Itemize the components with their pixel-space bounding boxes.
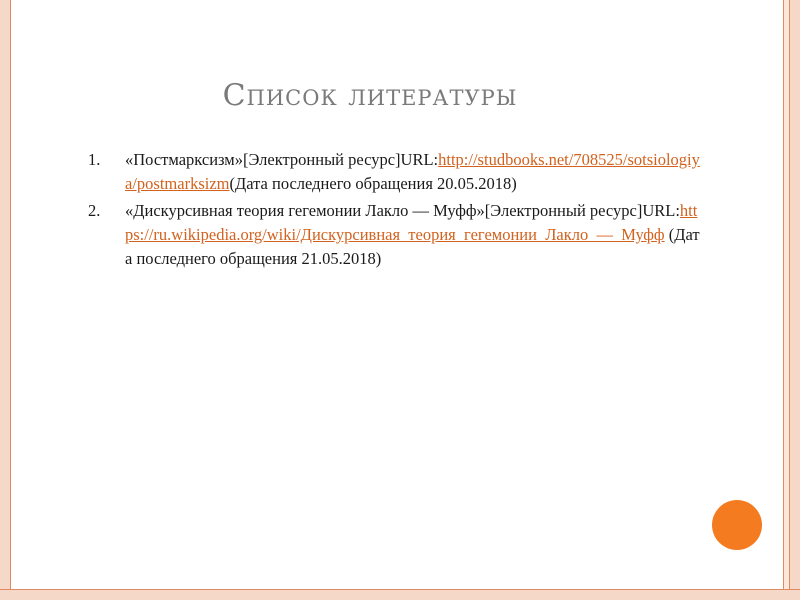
reference-access-date: (Дата последнего обращения 20.05.2018) bbox=[229, 174, 517, 193]
frame-right-line-inner bbox=[783, 0, 784, 600]
frame-right-line-outer bbox=[789, 0, 790, 600]
slide-title: Список литературы bbox=[222, 78, 518, 113]
reference-list bbox=[88, 148, 700, 274]
reference-text: «Постмарксизм»[Электронный ресурс]URL: bbox=[125, 150, 439, 169]
reference-text: «Дискурсивная теория гегемонии Лакло — Муфф»[Электронный ресурс]URL: bbox=[125, 201, 680, 220]
reference-access-date: (Дата последнего обращения 21.05.2018) bbox=[125, 225, 700, 268]
reference-item bbox=[88, 199, 700, 271]
reference-link[interactable]: http://studbooks.net/708525/sotsiologiya/postmarksizm bbox=[125, 150, 700, 193]
reference-number: 2. bbox=[88, 201, 101, 220]
reference-link[interactable]: https://ru.wikipedia.org/wiki/Дискурсивная_теория_гегемонии_Лакло_—_Муфф bbox=[125, 201, 698, 244]
reference-item bbox=[88, 148, 700, 196]
reference-number: 1. bbox=[88, 150, 101, 169]
frame-right-border bbox=[790, 0, 800, 600]
frame-bottom-line bbox=[0, 589, 800, 590]
accent-circle-decoration bbox=[712, 500, 762, 550]
frame-bottom-border bbox=[0, 590, 800, 600]
